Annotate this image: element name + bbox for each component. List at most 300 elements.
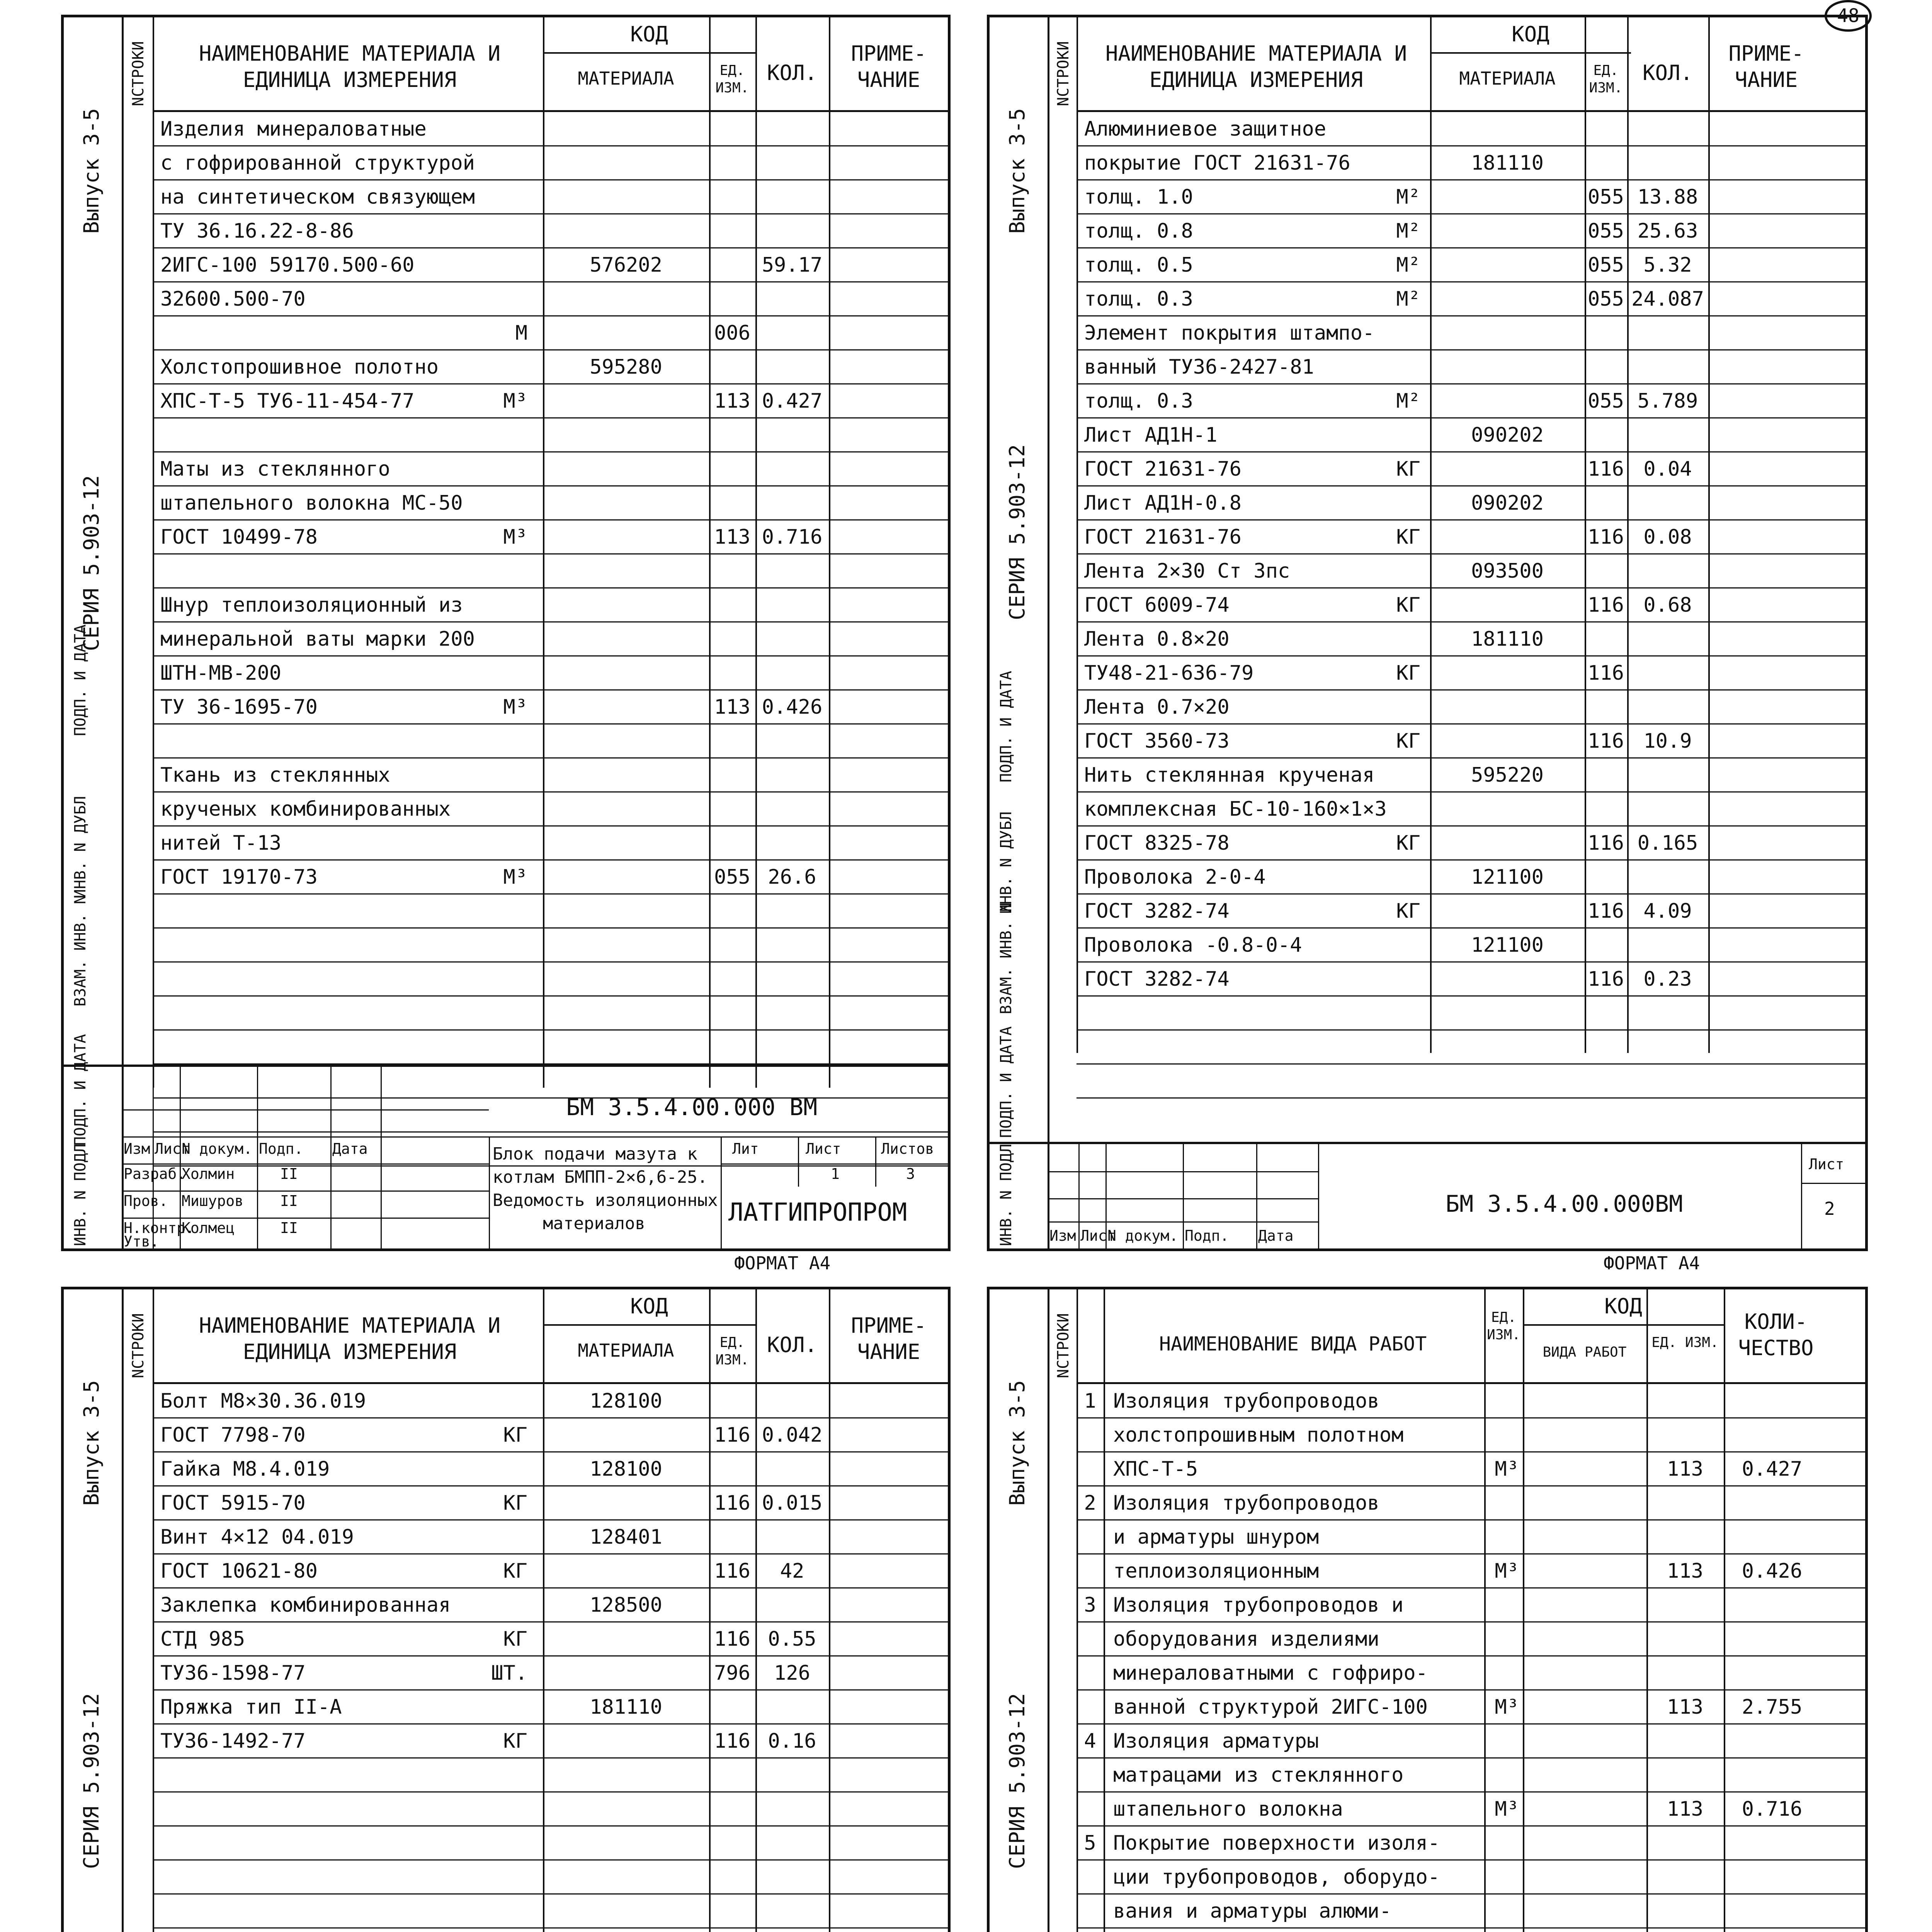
cell-unit xyxy=(1316,485,1424,519)
cell-qty xyxy=(1627,791,1708,825)
table-row xyxy=(153,757,948,793)
cell-unit xyxy=(415,451,531,485)
table-row xyxy=(153,893,948,929)
cell-qty xyxy=(1724,1383,1820,1417)
cell-qty: 0.716 xyxy=(762,526,823,549)
title-line-4: материалов xyxy=(543,1214,645,1233)
cell-code xyxy=(1430,587,1585,621)
cell-code xyxy=(1430,315,1585,349)
cell-name: ТУ36-1492-77 xyxy=(160,1730,306,1753)
cell-qty: 26.6 xyxy=(768,866,816,889)
cell-code xyxy=(1430,689,1585,723)
cell-unit xyxy=(415,213,531,247)
sheets-total: 3 xyxy=(906,1165,915,1182)
side-cell-1: ПОДП. И ДАТА xyxy=(71,624,89,736)
cell-izm xyxy=(1646,1485,1724,1519)
format-label-1: ФОРМАТ А4 xyxy=(734,1253,831,1274)
cell-name: ГОСТ 8325-78 xyxy=(1084,832,1230,855)
cell-qty: 0.426 xyxy=(1742,1560,1803,1583)
cell-name: ванной структурой 2ИГС-100 xyxy=(1113,1696,1428,1719)
cell-name: ГОСТ 21631-76 xyxy=(1084,526,1242,549)
cell-code xyxy=(1430,961,1585,995)
cell-qty: 0.04 xyxy=(1643,457,1692,481)
series-label: СЕРИЯ 5.903-12 xyxy=(79,475,104,651)
cell-name: ГОСТ 3282-74 xyxy=(1084,968,1230,991)
cell-unit xyxy=(415,1587,531,1621)
cell-qty xyxy=(1627,553,1708,587)
hdr-code-unit: ЕД. ИЗМ. xyxy=(1651,1335,1719,1350)
cell-num: 3 xyxy=(1084,1594,1096,1617)
cell-unit xyxy=(415,723,531,757)
cell-code xyxy=(1430,723,1585,757)
cell-izm: 116 xyxy=(1588,832,1624,855)
cell-name: Элемент покрытия штампо- xyxy=(1084,321,1375,345)
title-line-1: Блок подачи мазута к xyxy=(493,1144,697,1164)
table-row xyxy=(153,1893,948,1929)
cell-izm: 055 xyxy=(1588,287,1624,311)
cell-code xyxy=(1430,111,1585,145)
cell-qty xyxy=(1627,145,1708,179)
cell-unit xyxy=(1484,1893,1523,1927)
cell-qty xyxy=(755,587,829,621)
cell-qty xyxy=(755,179,829,213)
cell-unit xyxy=(1316,689,1424,723)
cell-unit: М² xyxy=(1396,219,1420,243)
cell-num: 1 xyxy=(1084,1389,1096,1413)
cell-num xyxy=(1077,1893,1104,1927)
cell-qty xyxy=(1627,757,1708,791)
cell-qty: 2.755 xyxy=(1742,1696,1803,1719)
cell-qty xyxy=(755,621,829,655)
cell-code xyxy=(1523,1519,1646,1553)
table-row xyxy=(153,315,948,350)
cell-unit: М³ xyxy=(503,389,527,413)
cell-qty xyxy=(755,1451,829,1485)
cell-qty xyxy=(1627,655,1708,689)
cell-code xyxy=(543,587,709,621)
cell-unit xyxy=(1484,1485,1523,1519)
table-row xyxy=(153,281,948,316)
table-row xyxy=(1077,655,1865,690)
cell-izm xyxy=(1646,1859,1724,1893)
cell-name: оборудования изделиями xyxy=(1113,1628,1379,1651)
table-row xyxy=(1077,485,1865,520)
cell-name: толщ. 1.0 xyxy=(1084,185,1193,209)
hdr-row-no: NСТРОКИ xyxy=(1054,41,1072,106)
table-row xyxy=(1077,553,1865,588)
cell-izm: 113 xyxy=(1667,1798,1703,1821)
cell-izm xyxy=(1585,757,1627,791)
cell-num xyxy=(1077,1451,1104,1485)
cell-code: 090202 xyxy=(1471,492,1544,515)
cell-num xyxy=(1077,1927,1104,1932)
cell-unit xyxy=(415,757,531,791)
cell-code xyxy=(543,111,709,145)
cell-izm: 116 xyxy=(714,1423,750,1447)
cell-num xyxy=(1077,1689,1104,1723)
cell-unit: М xyxy=(515,321,527,345)
cell-unit xyxy=(1316,145,1424,179)
hdr-row-no: NСТРОКИ xyxy=(1054,1313,1072,1378)
cell-unit: КГ xyxy=(1396,594,1420,617)
table-row xyxy=(1077,723,1865,759)
cell-name: Холстопрошивное полотно xyxy=(160,355,439,379)
cell-code xyxy=(543,825,709,859)
table-row xyxy=(1077,1757,1865,1793)
cell-izm: 116 xyxy=(714,1560,750,1583)
cell-code xyxy=(1430,349,1585,383)
table-row xyxy=(1077,1029,1865,1065)
cell-unit xyxy=(415,1383,531,1417)
table-row xyxy=(153,111,948,146)
table-row xyxy=(153,519,948,554)
cell-izm xyxy=(1646,1927,1724,1932)
cell-unit: КГ xyxy=(503,1423,527,1447)
cell-code xyxy=(543,1723,709,1757)
stamp-col-sign: Подп. xyxy=(259,1140,303,1157)
hdr-name: НАИМЕНОВАНИЕ ВИДА РАБОТ xyxy=(1159,1333,1427,1355)
cell-izm: 055 xyxy=(1588,185,1624,209)
release-label: Выпуск 3-5 xyxy=(79,108,104,234)
table-row xyxy=(1077,859,1865,895)
cell-qty: 0.165 xyxy=(1637,832,1698,855)
cell-name: 2ИГС-100 59170.500-60 xyxy=(160,253,415,277)
table-row xyxy=(1077,145,1865,180)
cell-num xyxy=(1077,1519,1104,1553)
cell-name: Винт 4×12 04.019 xyxy=(160,1526,354,1549)
side-cell-4: ПОДП. И ДАТА xyxy=(71,1034,89,1146)
cell-izm xyxy=(709,621,755,655)
cell-qty: 0.426 xyxy=(762,696,823,719)
cell-name: ГОСТ 21631-76 xyxy=(1084,457,1242,481)
cell-izm xyxy=(709,213,755,247)
cell-qty: 13.88 xyxy=(1637,185,1698,209)
sign-3: II xyxy=(280,1219,298,1236)
cell-izm xyxy=(709,587,755,621)
cell-qty: 42 xyxy=(780,1560,804,1583)
cell-qty xyxy=(1724,1825,1820,1859)
sheet-1 xyxy=(61,15,951,1251)
cell-name: СТД 985 xyxy=(160,1628,245,1651)
cell-izm xyxy=(1585,349,1627,383)
cell-code xyxy=(1523,1383,1646,1417)
hdr-note: ПРИМЕ-ЧАНИЕ xyxy=(851,1313,927,1364)
cell-code xyxy=(1523,1655,1646,1689)
table-row xyxy=(1077,281,1865,316)
cell-name: ТУ48-21-636-79 xyxy=(1084,662,1254,685)
cell-izm xyxy=(1646,1383,1724,1417)
cell-qty: 0.08 xyxy=(1643,526,1692,549)
cell-name: и арматуры шнуром xyxy=(1113,1526,1319,1549)
cell-name: ции трубопроводов, оборудо- xyxy=(1113,1866,1440,1889)
cell-name: толщ. 0.3 xyxy=(1084,389,1193,413)
cell-code xyxy=(1430,247,1585,281)
cell-unit xyxy=(1316,961,1424,995)
hdr-note: ПРИМЕ-ЧАНИЕ xyxy=(1728,41,1804,92)
table-row xyxy=(153,961,948,997)
stamp-col-doc: N докум. xyxy=(182,1140,253,1157)
cell-unit: КГ xyxy=(1396,526,1420,549)
cell-code xyxy=(543,383,709,417)
role-normcontrol: Н.контр. xyxy=(124,1219,195,1236)
cell-qty: 4.09 xyxy=(1643,900,1692,923)
table-row xyxy=(153,1383,948,1418)
cell-code: 128401 xyxy=(590,1526,662,1549)
cell-unit xyxy=(415,553,531,587)
cell-name: 32600.500-70 xyxy=(160,287,306,311)
table-row xyxy=(1077,927,1865,963)
cell-code xyxy=(1430,519,1585,553)
cell-code xyxy=(543,859,709,893)
table-row xyxy=(153,145,948,180)
cell-unit xyxy=(415,655,531,689)
cell-name: ГОСТ 19170-73 xyxy=(160,866,318,889)
table-row xyxy=(1077,1655,1865,1690)
cell-izm xyxy=(1585,111,1627,145)
cell-code xyxy=(1430,791,1585,825)
cell-izm: 006 xyxy=(714,321,750,345)
cell-name: Лента 0.8×20 xyxy=(1084,628,1230,651)
cell-code xyxy=(543,1655,709,1689)
hdr-name: НАИМЕНОВАНИЕ МАТЕРИАЛА И ЕДИНИЦА ИЗМЕРЕНИЯ xyxy=(199,1313,501,1364)
cell-code: 595280 xyxy=(590,355,662,379)
cell-name: нитей Т-13 xyxy=(160,832,282,855)
cell-num xyxy=(1077,1757,1104,1791)
sheet-4 xyxy=(987,1287,1868,1932)
series-label: СЕРИЯ 5.903-12 xyxy=(1005,1693,1029,1869)
cell-qty xyxy=(1724,1417,1820,1451)
stamp-col-date: Дата xyxy=(332,1140,368,1157)
cell-unit: КГ xyxy=(503,1730,527,1753)
stamp-col-list: Лист xyxy=(1080,1227,1116,1244)
table-row xyxy=(153,995,948,1031)
cell-qty xyxy=(1627,111,1708,145)
cell-name: Проволока -0.8-0-4 xyxy=(1084,934,1302,957)
cell-unit: М³ xyxy=(503,866,527,889)
cell-name: ГОСТ 3560-73 xyxy=(1084,730,1230,753)
cell-unit xyxy=(1484,1859,1523,1893)
cell-name: на синтетическом связующем xyxy=(160,185,475,209)
cell-name: толщ. 0.5 xyxy=(1084,253,1193,277)
cell-name: ХПС-Т-5 xyxy=(1113,1458,1198,1481)
table-row xyxy=(153,1485,948,1520)
release-label: Выпуск 3-5 xyxy=(1005,1380,1029,1506)
cell-name: ШТН-МВ-200 xyxy=(160,662,282,685)
cell-name: штапельного волокна МС-50 xyxy=(160,492,463,515)
stamp-col-sign: Подп. xyxy=(1185,1227,1229,1244)
cell-name: Заклепка комбинированная xyxy=(160,1594,451,1617)
cell-name: вания и арматуры алюми- xyxy=(1113,1900,1392,1923)
table-row xyxy=(1077,417,1865,452)
cell-name: Лента 2×30 Ст 3пс xyxy=(1084,560,1290,583)
cell-name: Болт М8×30.36.019 xyxy=(160,1389,366,1413)
cell-izm xyxy=(709,1519,755,1553)
cell-code xyxy=(1430,383,1585,417)
cell-unit xyxy=(415,1689,531,1723)
name-checker: Мишуров xyxy=(182,1192,244,1209)
cell-code xyxy=(543,689,709,723)
cell-qty xyxy=(755,145,829,179)
cell-qty: 0.55 xyxy=(768,1628,816,1651)
cell-name: ванный ТУ36-2427-81 xyxy=(1084,355,1314,379)
role-checker: Пров. xyxy=(124,1192,168,1209)
table-row xyxy=(153,587,948,622)
table-row xyxy=(153,1791,948,1827)
cell-unit: КГ xyxy=(503,1560,527,1583)
cell-code xyxy=(543,1621,709,1655)
cell-unit xyxy=(415,1451,531,1485)
cell-code xyxy=(1523,1825,1646,1859)
cell-izm: 113 xyxy=(1667,1560,1703,1583)
cell-unit: КГ xyxy=(1396,730,1420,753)
hdr-code: КОД xyxy=(630,22,668,46)
cell-izm xyxy=(1585,485,1627,519)
table-row xyxy=(153,859,948,895)
stamp-col-doc: N докум. xyxy=(1107,1227,1179,1244)
cell-izm xyxy=(1646,1621,1724,1655)
sheet-label: Лист xyxy=(1809,1156,1844,1173)
cell-qty: 5.789 xyxy=(1637,389,1698,413)
cell-izm xyxy=(1646,1723,1724,1757)
hdr-code-unit: ЕД. ИЗМ. xyxy=(1589,63,1623,96)
cell-qty xyxy=(755,281,829,315)
cell-qty: 0.716 xyxy=(1742,1798,1803,1821)
table-row xyxy=(153,1859,948,1895)
cell-num: 5 xyxy=(1084,1832,1096,1855)
hdr-code: КОД xyxy=(1512,22,1549,46)
cell-code: 576202 xyxy=(590,253,662,277)
cell-izm xyxy=(1646,1893,1724,1927)
cell-izm xyxy=(1646,1587,1724,1621)
role-approver: Утв. xyxy=(124,1233,159,1250)
cell-code xyxy=(1523,1689,1646,1723)
hdr-qty: КОЛ. xyxy=(767,61,818,85)
cell-code: 128500 xyxy=(590,1594,662,1617)
table-row xyxy=(1077,315,1865,350)
cell-num xyxy=(1077,1553,1104,1587)
table-row xyxy=(153,791,948,827)
cell-code xyxy=(1523,1757,1646,1791)
cell-name xyxy=(1113,1927,1492,1932)
cell-izm: 113 xyxy=(1667,1458,1703,1481)
table-row xyxy=(1077,1519,1865,1554)
role-developer: Разраб. xyxy=(124,1165,186,1182)
cell-name: Изоляция трубопроводов и xyxy=(1113,1594,1404,1617)
cell-name: Ткань из стеклянных xyxy=(160,764,390,787)
cell-name: Изоляция трубопроводов xyxy=(1113,1492,1379,1515)
cell-izm xyxy=(709,179,755,213)
cell-unit xyxy=(1484,1757,1523,1791)
cell-qty xyxy=(1627,315,1708,349)
cell-qty: 0.042 xyxy=(762,1423,823,1447)
cell-izm xyxy=(1585,417,1627,451)
cell-name: ГОСТ 7798-70 xyxy=(160,1423,306,1447)
cell-name: Изоляция трубопроводов xyxy=(1113,1389,1379,1413)
cell-izm: 116 xyxy=(1588,662,1624,685)
cell-name: ТУ 36-1695-70 xyxy=(160,696,318,719)
cell-name: ТУ36-1598-77 xyxy=(160,1662,306,1685)
cell-unit xyxy=(1484,1587,1523,1621)
cell-code xyxy=(543,757,709,791)
side-cell-5: ИНВ. N ПОДЛ xyxy=(71,1144,89,1246)
cell-unit: М² xyxy=(1396,389,1420,413)
cell-name: комплексная БС-10-160×1×3 xyxy=(1084,798,1387,821)
cell-unit xyxy=(1316,757,1424,791)
cell-izm xyxy=(709,1451,755,1485)
cell-izm: 116 xyxy=(1588,730,1624,753)
table-row xyxy=(153,553,948,588)
cell-unit xyxy=(415,145,531,179)
table-row xyxy=(1077,1417,1865,1452)
cell-qty xyxy=(1724,1757,1820,1791)
cell-num xyxy=(1077,1791,1104,1825)
cell-qty: 0.16 xyxy=(768,1730,816,1753)
cell-code xyxy=(1523,1417,1646,1451)
cell-name: Пряжка тип II-А xyxy=(160,1696,342,1719)
cell-izm xyxy=(1585,859,1627,893)
sheet-3 xyxy=(61,1287,951,1932)
cell-izm xyxy=(709,1587,755,1621)
table-row xyxy=(1077,1791,1865,1827)
table-row xyxy=(1077,995,1865,1031)
cell-code xyxy=(1523,1587,1646,1621)
cell-qty xyxy=(755,791,829,825)
side-cell-2: ИНВ. N ДУБЛ xyxy=(71,796,89,898)
cell-izm xyxy=(1585,145,1627,179)
cell-name: Изоляция арматуры xyxy=(1113,1730,1319,1753)
sign-2: II xyxy=(280,1192,298,1209)
hdr-code-material: МАТЕРИАЛА xyxy=(578,1340,674,1361)
table-row xyxy=(153,1417,948,1452)
cell-code: 121100 xyxy=(1471,934,1544,957)
cell-izm: 055 xyxy=(714,866,750,889)
cell-qty xyxy=(1627,417,1708,451)
sheet-label: Лист xyxy=(806,1140,841,1157)
cell-num xyxy=(1077,1621,1104,1655)
cell-code xyxy=(543,213,709,247)
table-row xyxy=(1077,961,1865,997)
title-block xyxy=(990,1142,1865,1248)
cell-unit: КГ xyxy=(1396,832,1420,855)
cell-unit xyxy=(1316,791,1424,825)
table-row xyxy=(153,1621,948,1656)
side-cell-1: ПОДП. И ДАТА xyxy=(997,671,1015,782)
cell-code: 595220 xyxy=(1471,764,1544,787)
cell-izm: 116 xyxy=(1588,968,1624,991)
name-developer: Холмин xyxy=(182,1165,235,1182)
table-row xyxy=(1077,349,1865,384)
table-row xyxy=(1077,1723,1865,1759)
table-row xyxy=(1077,1689,1865,1725)
cell-unit xyxy=(1484,1621,1523,1655)
table-row xyxy=(1077,519,1865,554)
cell-qty xyxy=(1724,1587,1820,1621)
table-row xyxy=(1077,757,1865,793)
cell-unit xyxy=(1316,927,1424,961)
cell-code xyxy=(543,145,709,179)
cell-code: 181110 xyxy=(590,1696,662,1719)
cell-num xyxy=(1077,1655,1104,1689)
table-row xyxy=(1077,179,1865,214)
cell-qty xyxy=(1724,1859,1820,1893)
hdr-row-no: NСТРОКИ xyxy=(129,1313,147,1378)
table-row xyxy=(153,1927,948,1932)
cell-code xyxy=(1523,1927,1646,1932)
cell-name: покрытие ГОСТ 21631-76 xyxy=(1084,151,1350,175)
title-line-2: котлам БМПП-2×6,6-25. xyxy=(493,1167,708,1187)
cell-unit: КГ xyxy=(503,1492,527,1515)
cell-code xyxy=(543,281,709,315)
